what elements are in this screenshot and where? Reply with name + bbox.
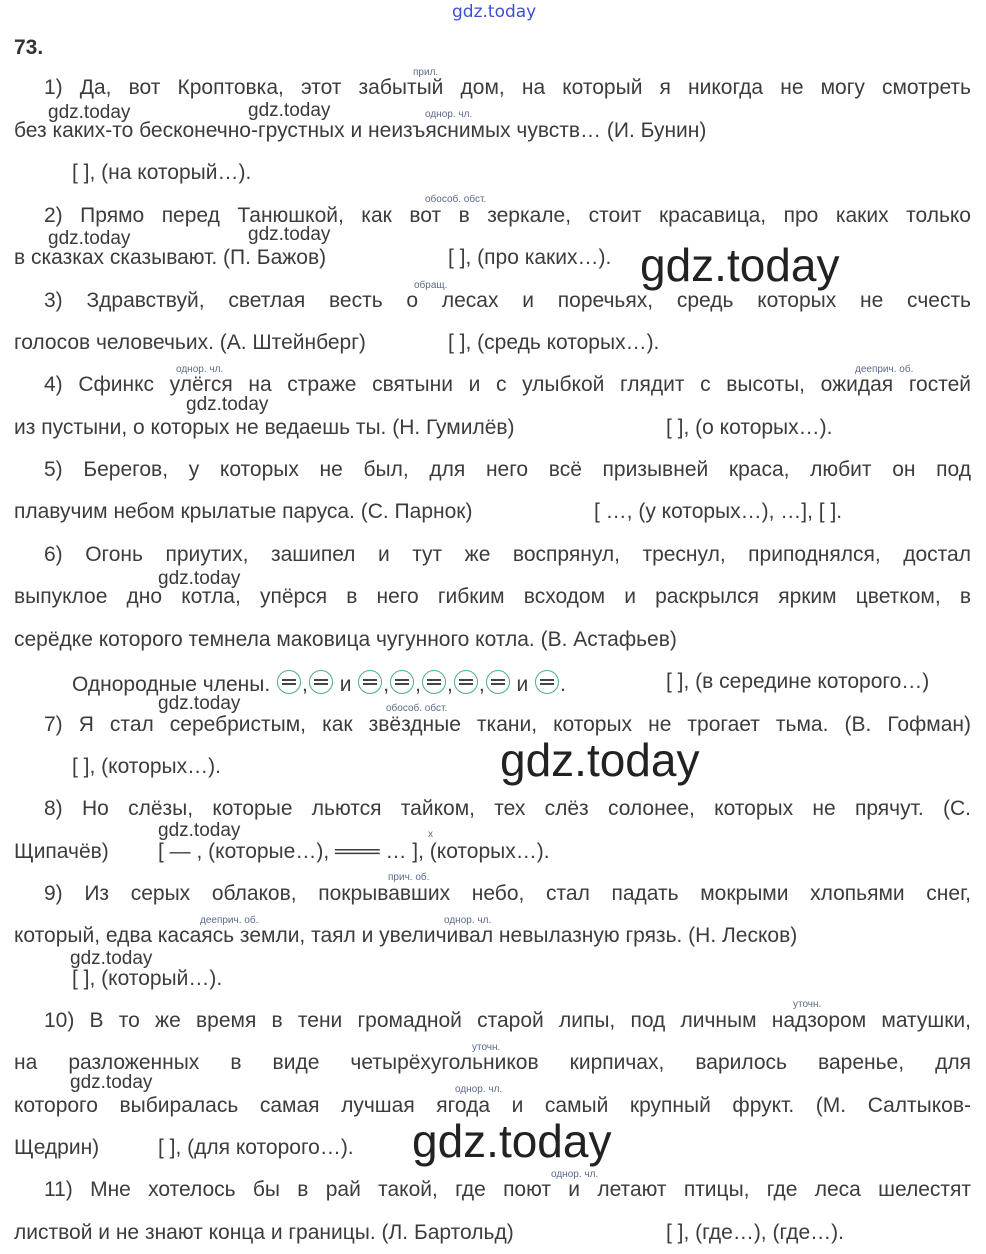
annotation-homog: однор. чл. <box>444 915 492 926</box>
predicate-mark <box>422 670 446 694</box>
text-line: 11) Мне хотелось бы в рай такой, где поют и летают птицы, где леса шелестят <box>44 1178 971 1201</box>
watermark-small: gdz.today <box>158 568 241 589</box>
text-line: 2) Прямо перед Танюшкой, как вот в зеркале, стоит красавица, про каких только <box>44 204 971 227</box>
scheme-line: [ — , (которые…), ═══ … ], (которых…). <box>158 840 550 863</box>
text-line: серёдке которого темнела маковица чугунного котла. (В. Астафьев) <box>14 628 677 651</box>
scheme-line: [ ], (которых…). <box>72 755 221 778</box>
text-line: плавучим небом крылатые паруса. (С. Парнок) <box>14 500 473 523</box>
watermark-small: gdz.today <box>248 100 331 121</box>
text-line: 8) Но слёзы, которые льются тайком, тех слёз солонее, которых не прячут. (С. <box>44 797 971 820</box>
annotation-homog: однор. чл. <box>176 364 224 375</box>
text-line: из пустыни, о которых не ведаешь ты. (Н. Гумилёв) <box>14 416 515 439</box>
text-line: Щипачёв) <box>14 840 109 863</box>
text-line: голосов человечьих. (А. Штейнберг) <box>14 331 366 354</box>
watermark-big: gdz.today <box>500 734 700 786</box>
predicate-mark <box>486 670 510 694</box>
annotation-separated: обособ. обст. <box>386 703 448 714</box>
predicate-mark <box>454 670 478 694</box>
exercise-number: 73. <box>14 36 44 59</box>
text-line: на разложенных в виде четырёхугольников кирпичах, варилось варенье, для <box>14 1051 971 1074</box>
scheme-line: [ ], (о которых…). <box>666 416 833 439</box>
watermark-small: gdz.today <box>70 948 153 969</box>
homog-label: Однородные члены. <box>72 673 271 696</box>
text-line: в сказках сказывают. (П. Бажов) <box>14 246 327 269</box>
and-word: и <box>516 673 529 696</box>
watermark-small: gdz.today <box>48 228 131 249</box>
annotation-x: x <box>428 829 433 840</box>
annotation-participle: дееприч. об. <box>200 915 259 926</box>
predicate-mark <box>390 670 414 694</box>
scheme-line: [ ], (который…). <box>72 967 223 990</box>
watermark-small: gdz.today <box>186 394 269 415</box>
watermark-big: gdz.today <box>640 239 840 291</box>
scheme-line: [ ], (в середине которого…) <box>666 670 930 693</box>
text-line: 10) В то же время в тени громадной старой липы, под личным надзором матушки, <box>44 1009 971 1032</box>
annotation-adj: прил. <box>413 67 439 78</box>
predicate-mark <box>309 670 333 694</box>
text-line: 6) Огонь приутих, зашипел и тут же воспрянул, треснул, приподнялся, достал <box>44 543 971 566</box>
annotation-homog: однор. чл. <box>455 1084 503 1095</box>
text-line: 1) Да, вот Кроптовка, этот забытый дом, на который я никогда не могу смотреть <box>44 76 971 99</box>
text-line: 5) Берегов, у которых не был, для него всё призывней краса, любит он под <box>44 458 971 481</box>
text-line: 4) Сфинкс улёгся на страже святыни и с улыбкой глядит с высоты, ожидая гостей <box>44 373 971 396</box>
scheme-line: [ ], (средь которых…). <box>448 331 660 354</box>
predicate-mark <box>535 670 559 694</box>
annotation-clarify: уточн. <box>472 1042 501 1053</box>
text-line: 3) Здравствуй, светлая весть о лесах и поречьях, средь которых не счесть <box>44 289 971 312</box>
watermark-small: gdz.today <box>158 820 241 841</box>
annotation-homog: однор. чл. <box>551 1169 599 1180</box>
predicate-mark <box>358 670 382 694</box>
and-word: и <box>339 673 352 696</box>
annotation-clarify: уточн. <box>793 999 822 1010</box>
homogeneous-line: Однородные члены. , и , , , , и . <box>72 670 566 697</box>
annotation-address: обращ. <box>414 280 448 291</box>
predicate-mark <box>277 670 301 694</box>
top-watermark: gdz.today <box>452 2 537 22</box>
text-line: который, едва касаясь земли, таял и увеличивал невылазную грязь. (Н. Лесков) <box>14 924 798 947</box>
watermark-small: gdz.today <box>158 693 241 714</box>
scheme-line: [ ], (где…), (где…). <box>666 1221 844 1244</box>
annotation-participle: дееприч. об. <box>855 364 914 375</box>
text-line: Щедрин) <box>14 1136 100 1159</box>
annotation-homog: однор. чл. <box>425 109 473 120</box>
text-line: 9) Из серых облаков, покрывавших небо, стал падать мокрыми хлопьями снег, <box>44 882 971 905</box>
watermark-big: gdz.today <box>412 1115 612 1167</box>
text-line: которого выбиралась самая лучшая ягода и самый крупный фрукт. (М. Салтыков- <box>14 1094 971 1117</box>
watermark-small: gdz.today <box>248 224 331 245</box>
annotation-participial: прич. об. <box>388 872 430 883</box>
scheme-line: [ …, (у которых…), …], [ ]. <box>594 500 843 523</box>
text-line: без каких-то бесконечно-грустных и неизъяснимых чувств… (И. Бунин) <box>14 119 707 142</box>
watermark-small: gdz.today <box>70 1072 153 1093</box>
text-line: листвой и не знают конца и границы. (Л. Бартольд) <box>14 1221 514 1244</box>
watermark-small: gdz.today <box>48 102 131 123</box>
annotation-separated: обособ. обст. <box>425 194 487 205</box>
text-line: выпуклое дно котла, упёрся в него гибким всходом и раскрылся ярким цветком, в <box>14 585 971 608</box>
scheme-line: [ ], (на который…). <box>72 161 252 184</box>
scheme-line: [ ], (про каких…). <box>448 246 612 269</box>
text-line: 7) Я стал серебристым, как звёздные ткани, которых не трогает тьма. (В. Гофман) <box>44 713 971 736</box>
scheme-line: [ ], (для которого…). <box>158 1136 354 1159</box>
